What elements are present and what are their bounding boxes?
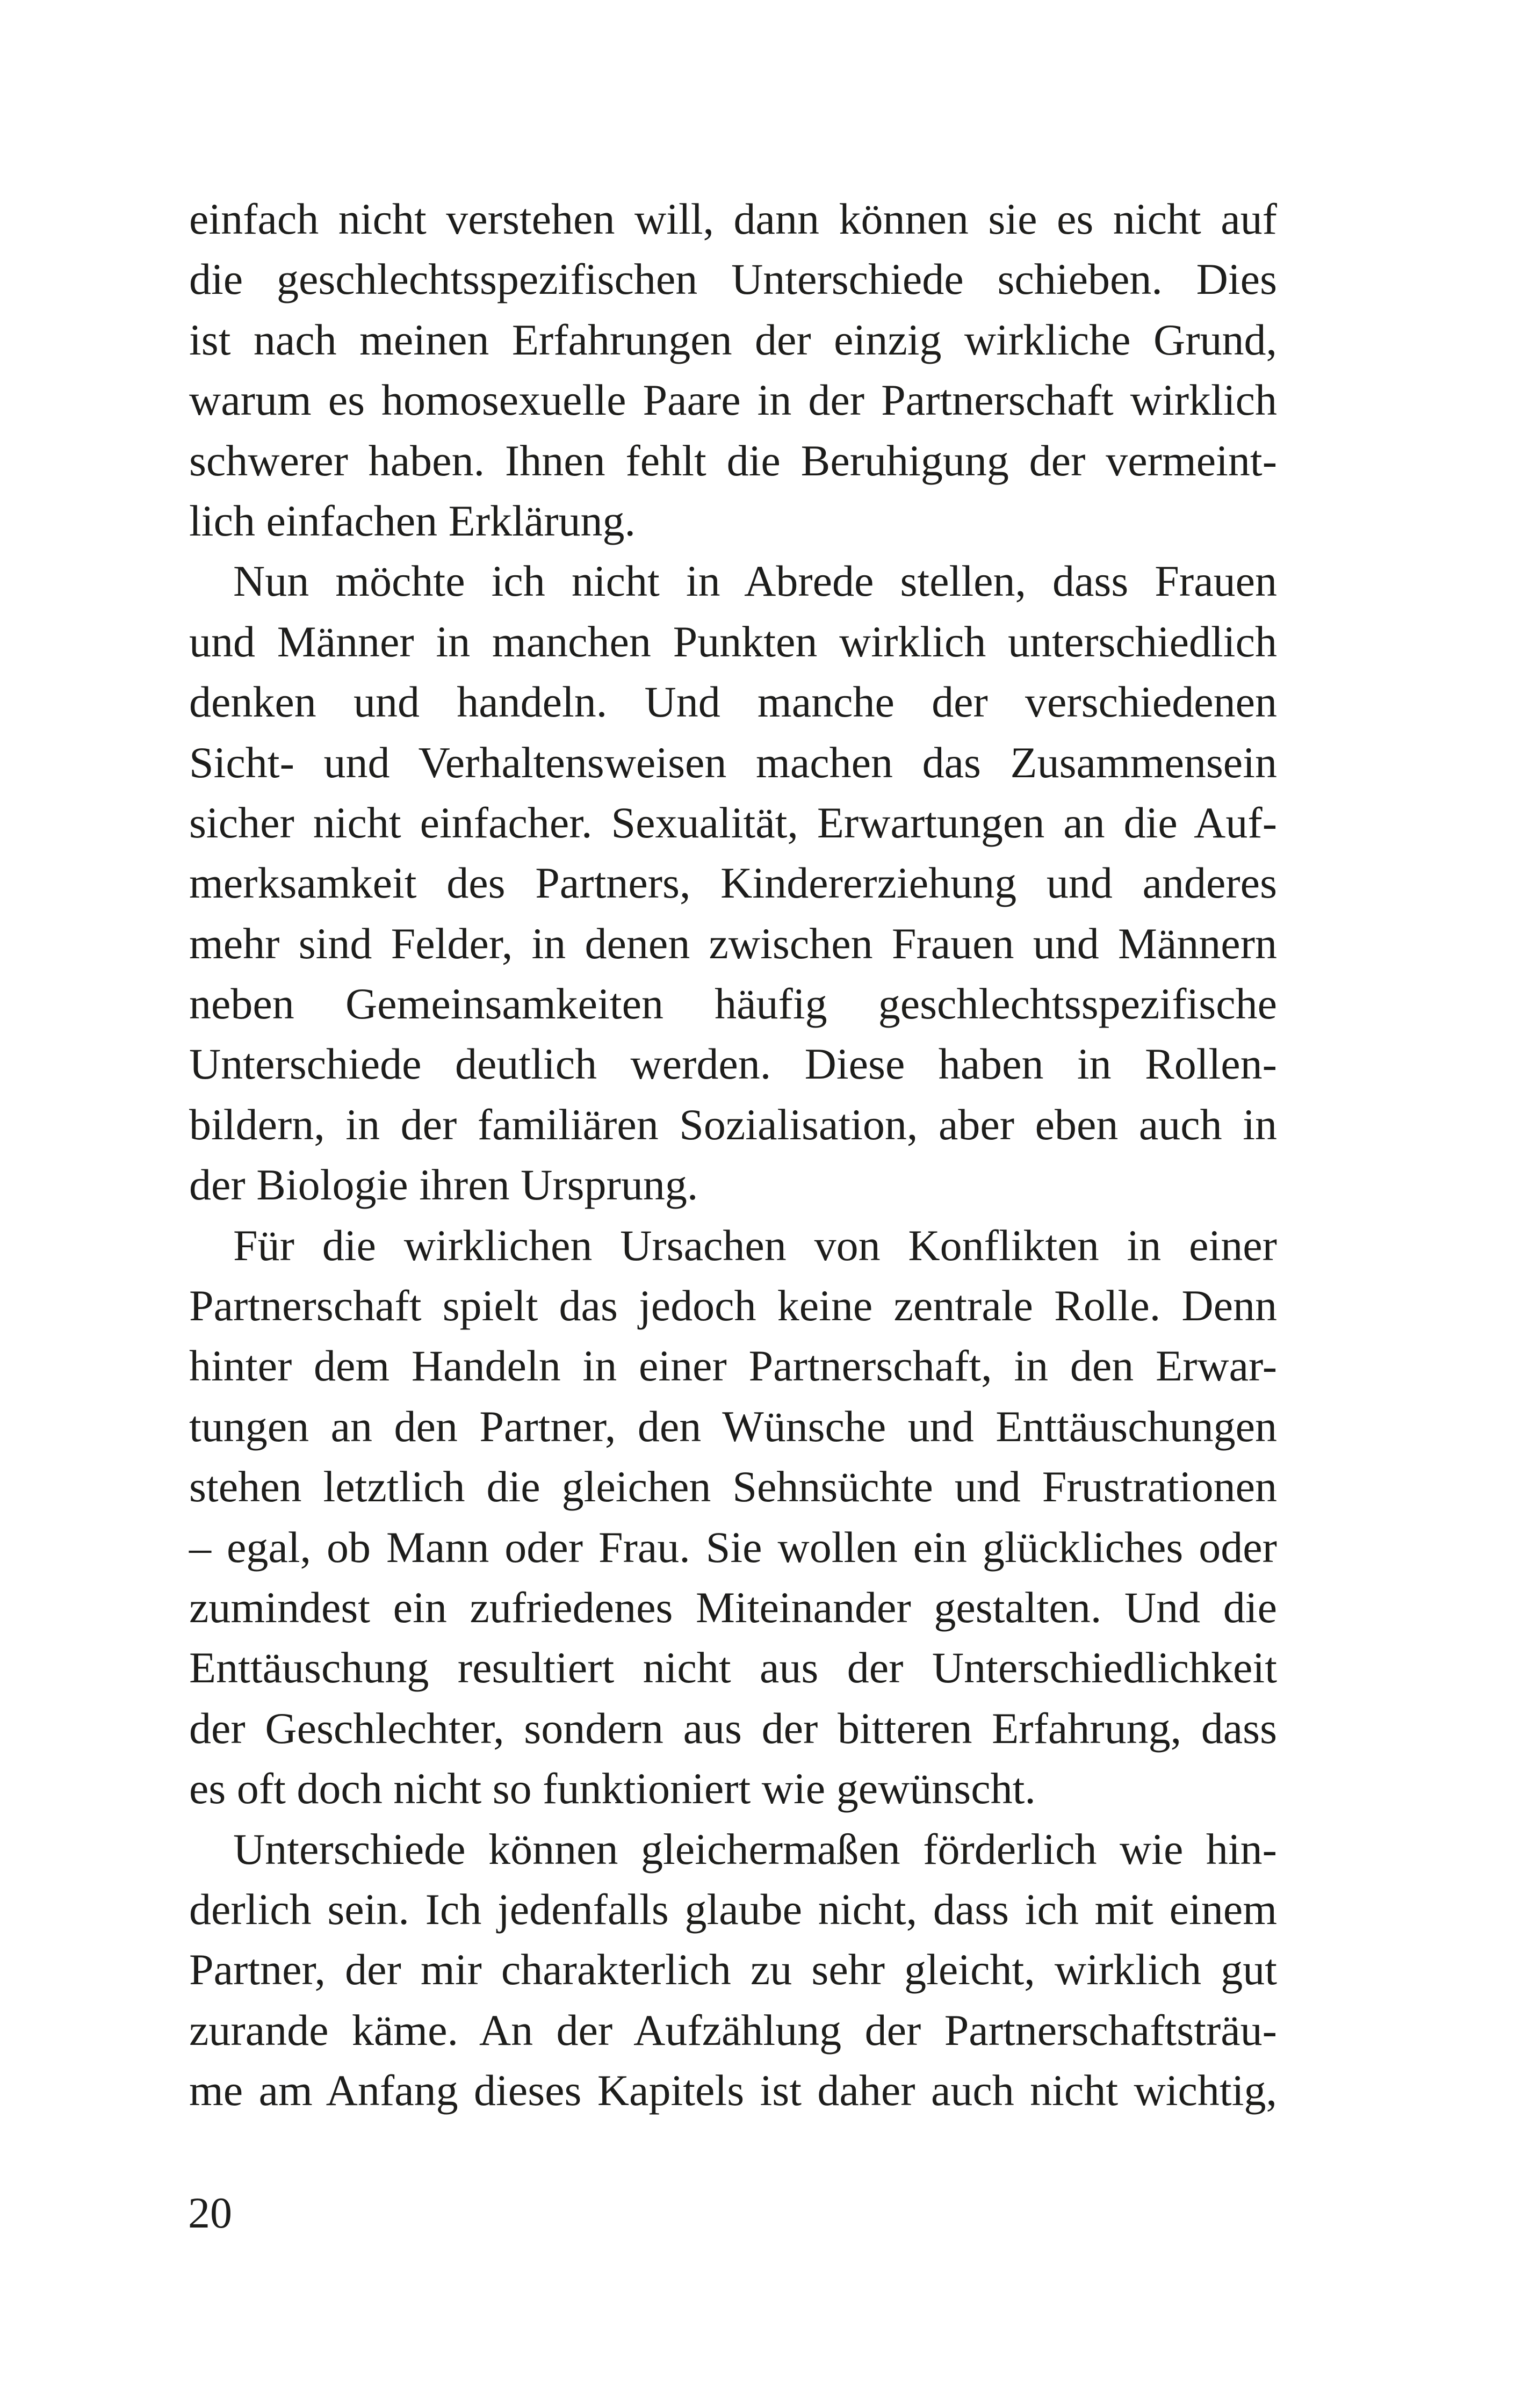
- paragraph: [189, 1819, 1277, 2121]
- paragraph: [189, 1216, 1277, 1819]
- text-line: hinter dem Handeln in einer Partnerschaft, in den Erwar-: [189, 1341, 1277, 1391]
- text-line: der Geschlechter, sondern aus der bitteren Erfahrung, dass: [189, 1703, 1277, 1753]
- page-number: 20: [188, 2188, 232, 2237]
- text-line: einfach nicht verstehen will, dann können sie es nicht auf: [189, 194, 1277, 243]
- text-line: Partner, der mir charakterlich zu sehr gleicht, wirklich gut: [189, 1945, 1277, 1994]
- text-line: merksamkeit des Partners, Kindererziehung und anderes: [189, 858, 1277, 908]
- text-line: Enttäuschung resultiert nicht aus der Unterschiedlichkeit: [189, 1643, 1277, 1693]
- paragraph: [189, 189, 1277, 551]
- text-line: warum es homosexuelle Paare in der Partnerschaft wirklich: [189, 375, 1277, 425]
- text-line: Für die wirklichen Ursachen von Konflikten in einer: [233, 1220, 1277, 1270]
- text-line: lich einfachen Erklärung.: [189, 496, 636, 545]
- text-line: zumindest ein zufriedenes Miteinander gestalten. Und die: [189, 1582, 1277, 1632]
- body-text: [189, 189, 1277, 2121]
- text-line: Unterschiede können gleichermaßen förderlich wie hin-: [233, 1824, 1277, 1874]
- text-line: denken und handeln. Und manche der verschiedenen: [189, 677, 1277, 727]
- text-line: – egal, ob Mann oder Frau. Sie wollen ein glückliches oder: [189, 1522, 1277, 1572]
- text-line: tungen an den Partner, den Wünsche und Enttäuschungen: [189, 1401, 1277, 1451]
- text-line: neben Gemeinsamkeiten häufig geschlechtsspezifische: [189, 979, 1277, 1029]
- text-line: Partnerschaft spielt das jedoch keine zentrale Rolle. Denn: [189, 1281, 1277, 1330]
- text-line: derlich sein. Ich jedenfalls glaube nicht, dass ich mit einem: [189, 1884, 1277, 1934]
- text-line: bildern, in der familiären Sozialisation, aber eben auch in: [189, 1100, 1277, 1149]
- paragraph: [189, 551, 1277, 1215]
- text-line: sicher nicht einfacher. Sexualität, Erwartungen an die Auf-: [189, 798, 1277, 847]
- text-line: ist nach meinen Erfahrungen der einzig wirkliche Grund,: [189, 315, 1277, 364]
- text-line: Unterschiede deutlich werden. Diese haben in Rollen-: [189, 1039, 1277, 1089]
- text-line: mehr sind Felder, in denen zwischen Frauen und Männern: [189, 919, 1277, 968]
- text-line: Nun möchte ich nicht in Abrede stellen, dass Frauen: [233, 556, 1277, 606]
- text-line: schwerer haben. Ihnen fehlt die Beruhigung der vermeint-: [189, 436, 1277, 485]
- text-line: stehen letztlich die gleichen Sehnsüchte und Frustrationen: [189, 1462, 1277, 1512]
- text-line: es oft doch nicht so funktioniert wie gewünscht.: [189, 1764, 1036, 1813]
- text-line: zurande käme. An der Aufzählung der Partnerschaftsträu-: [189, 2005, 1277, 2055]
- text-line: die geschlechtsspezifischen Unterschiede schieben. Dies: [189, 255, 1277, 304]
- text-line: Sicht- und Verhaltensweisen machen das Zusammensein: [189, 737, 1277, 787]
- text-line: der Biologie ihren Ursprung.: [189, 1160, 698, 1210]
- text-line: und Männer in manchen Punkten wirklich unterschiedlich: [189, 617, 1277, 666]
- text-line: me am Anfang dieses Kapitels ist daher auch nicht wichtig,: [189, 2066, 1277, 2115]
